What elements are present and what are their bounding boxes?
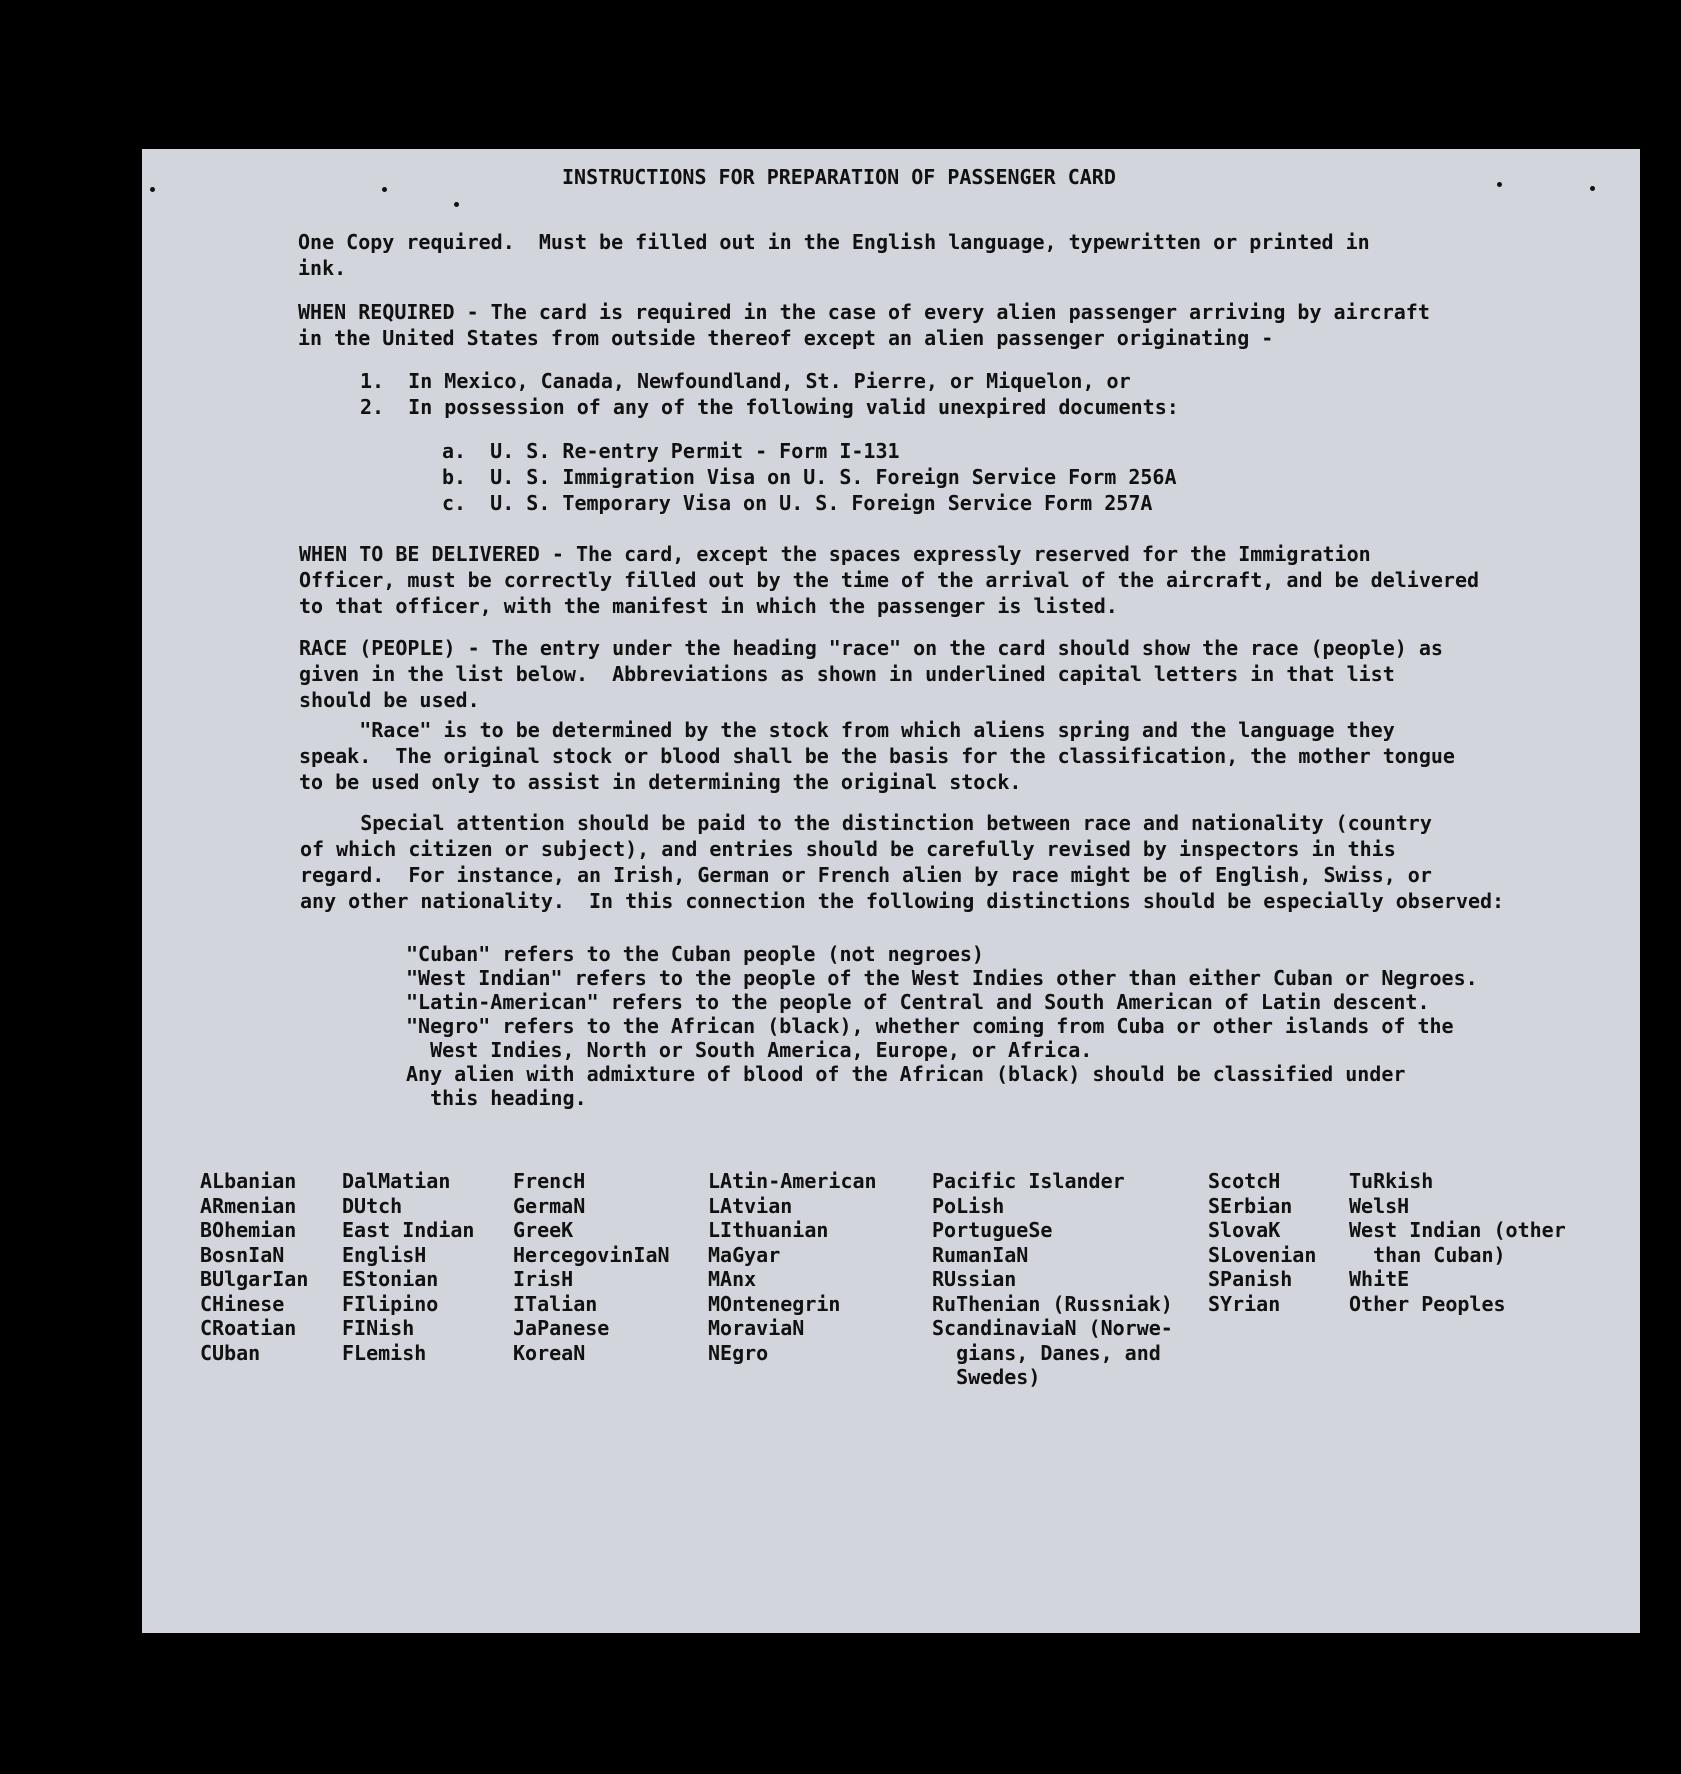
race-entry: SlovaK — [1208, 1218, 1281, 1242]
race-entry: MOntenegrin — [708, 1291, 841, 1316]
race-entry: KoreaN — [513, 1340, 586, 1365]
race-entry: MAnx — [708, 1267, 757, 1291]
race-entry: RumanIaN — [932, 1242, 1029, 1267]
document-page — [142, 149, 1640, 1633]
speck — [1590, 186, 1595, 191]
race-entry: Swedes) — [932, 1365, 1041, 1389]
race-entry: SYrian — [1208, 1291, 1281, 1316]
speck — [454, 202, 459, 207]
race-entry: West Indian (other — [1349, 1218, 1566, 1242]
race-entry: PoLish — [932, 1193, 1005, 1218]
race-entry: SPanish — [1208, 1267, 1293, 1291]
numbered-list: 1. In Mexico, Canada, Newfoundland, St. Pierre, or Miquelon, or 2. In possession of any of the following valid unexpired documents: — [360, 369, 1179, 419]
race-entry: BosnIaN — [200, 1242, 285, 1267]
speck — [382, 187, 387, 192]
race-entry: SLovenian — [1208, 1242, 1317, 1267]
race-entry: ARmenian — [200, 1193, 297, 1218]
race-entry: WhitE — [1349, 1267, 1410, 1291]
race-entry: MaGyar — [708, 1242, 781, 1267]
race-column-2 — [342, 1169, 474, 1365]
race-entry: NEgro — [708, 1340, 769, 1365]
when-delivered-paragraph: WHEN TO BE DELIVERED - The card, except the spaces expressly reserved for the Immigration Officer, must be correctly filled out by the time of the arrival of the aircraft, and be delivered to that officer, with the manifest in which the passenger is listed. — [299, 542, 1480, 618]
race-column-7 — [1349, 1169, 1566, 1316]
race-entry: GreeK — [513, 1218, 574, 1242]
race-entry: CRoatian — [200, 1316, 297, 1340]
race-entry: SErbian — [1208, 1193, 1293, 1218]
race-entry: ScandinaviaN (Norwe- — [932, 1316, 1173, 1340]
race-entry: FIlipino — [342, 1291, 439, 1316]
intro-paragraph: One Copy required. Must be filled out in the English language, typewritten or printed in ink. — [298, 230, 1370, 280]
race-entry: Other Peoples — [1349, 1291, 1506, 1316]
race-entry: DUtch — [342, 1193, 403, 1218]
speck — [1497, 182, 1502, 187]
race-entry: LAtvian — [708, 1193, 793, 1218]
race-entry: ScotcH — [1208, 1169, 1281, 1193]
race-entry: ITalian — [513, 1291, 598, 1316]
race-column-5 — [932, 1169, 1173, 1390]
race-column-4 — [708, 1169, 877, 1365]
race-entry: East Indian — [342, 1218, 475, 1242]
race-entry: TuRkish — [1349, 1169, 1434, 1193]
race-entry: IrisH — [513, 1267, 574, 1291]
lettered-list: a. U. S. Re-entry Permit - Form I-131 b. U. S. Immigration Visa on U. S. Foreign Service Form 256A c. U. S. Temporary Visa on U. S. Foreign Service Form 257A — [442, 439, 1177, 515]
race-entry: BOhemian — [200, 1218, 297, 1242]
race-determined-paragraph: "Race" is to be determined by the stock from which aliens spring and the language they speak. The original stock or blood shall be the basis for the classification, the mother tongue to be used only to assist in determining the original stock. — [299, 718, 1455, 794]
race-entry: EStonian — [342, 1267, 439, 1291]
race-entry: FINish — [342, 1316, 415, 1340]
race-entry: Pacific Islander — [932, 1169, 1125, 1193]
race-entry: gians, Danes, and — [932, 1340, 1161, 1365]
race-entry: BUlgarIan — [200, 1267, 309, 1291]
race-entry: than Cuban) — [1349, 1242, 1506, 1267]
race-entry: MoraviaN — [708, 1316, 805, 1340]
race-entry: ALbanian — [200, 1169, 297, 1193]
race-entry: FrencH — [513, 1169, 586, 1193]
race-entry: FLemish — [342, 1340, 427, 1365]
race-column-6 — [1208, 1169, 1316, 1316]
race-entry: RUssian — [932, 1267, 1017, 1291]
race-entry: LAtin-American — [708, 1169, 877, 1193]
distinctions-list: "Cuban" refers to the Cuban people (not negroes) "West Indian" refers to the people of the West Indies other than either Cuban or Negroes. "Latin-American" refers to the people of Central and South American of Latin descent. "Negro" refers to the African (black), whether coming from Cuba or other islands of the West Indies, North or South America, Europe, or Africa. Any alien with admixture of blood of the African (black) should be classified under this heading. — [406, 942, 1478, 1110]
race-entry: EnglisH — [342, 1242, 427, 1267]
race-column-1 — [200, 1169, 308, 1365]
document-title: INSTRUCTIONS FOR PREPARATION OF PASSENGER CARD — [562, 165, 1116, 189]
race-column-3 — [513, 1169, 670, 1365]
race-people-paragraph: RACE (PEOPLE) - The entry under the heading "race" on the card should show the race (people) as given in the list below. Abbreviations as shown in underlined capital letters in that list should be used. — [299, 636, 1443, 712]
race-entry: LIthuanian — [708, 1218, 829, 1242]
race-entry: JaPanese — [513, 1316, 610, 1340]
race-entry: CUban — [200, 1340, 261, 1365]
race-entry: WelsH — [1349, 1193, 1410, 1218]
special-attention-paragraph: Special attention should be paid to the distinction between race and nationality (country of which citizen or subject), and entries should be carefully revised by inspectors in this regard. For instance, an Irish, German or French alien by race might be of English, Swiss, or any other nationality. In this connection the following distinctions should be especially observed: — [300, 811, 1505, 913]
race-entry: PortugueSe — [932, 1218, 1053, 1242]
when-required-paragraph: WHEN REQUIRED - The card is required in the case of every alien passenger arriving by aircraft in the United States from outside thereof except an alien passenger originating - — [298, 300, 1430, 350]
race-entry: CHinese — [200, 1291, 285, 1316]
race-entry: DalMatian — [342, 1169, 451, 1193]
race-entry: GermaN — [513, 1193, 586, 1218]
speck — [150, 187, 155, 192]
race-entry: RuThenian (Russniak) — [932, 1291, 1173, 1316]
race-entry: HercegovinIaN — [513, 1242, 670, 1267]
